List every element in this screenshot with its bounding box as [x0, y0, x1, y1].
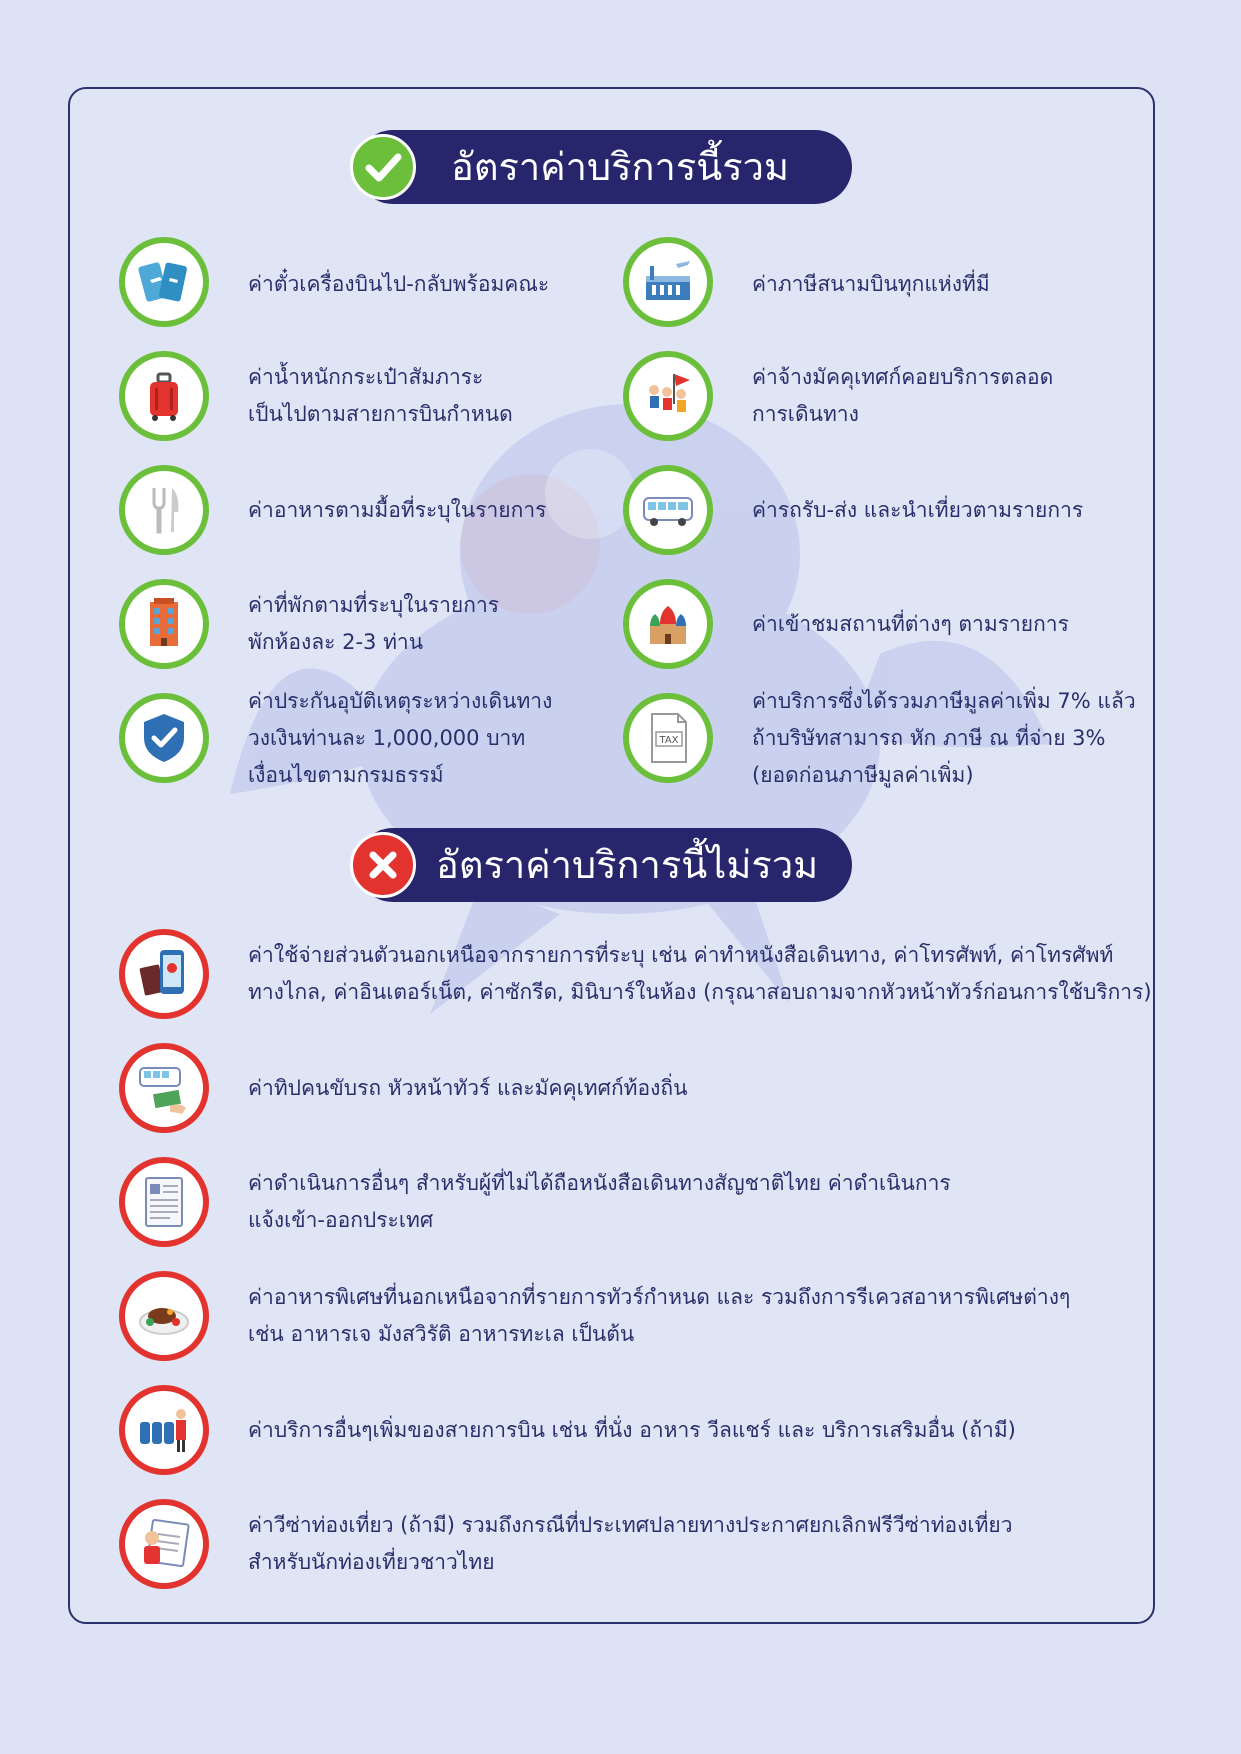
item-line: ค่าอาหารพิเศษที่นอกเหนือจากที่รายการทัวร์กำหนด และ รวมถึงการรีเควสอาหารพิเศษต่างๆ [248, 1285, 1071, 1309]
item-line: เงื่อนไขตามกรมธรรม์ [248, 763, 444, 787]
item-line: ค่าบริการซึ่งได้รวมภาษีมูลค่าเพิ่ม 7% แล้ว [752, 689, 1136, 713]
item-line: ค่าวีซ่าท่องเที่ยว (ถ้ามี) รวมถึงกรณีที่ประเทศปลายทางประกาศยกเลิกฟรีวีซ่าท่องเที่ยว [248, 1513, 1013, 1537]
included-item-text [248, 587, 499, 661]
included-item-text [248, 266, 549, 303]
excluded-item-text [248, 937, 1152, 1011]
passport-phone-icon [119, 929, 209, 1019]
tip-money-icon [119, 1043, 209, 1133]
item-line: ค่าประกันอุบัติเหตุระหว่างเดินทาง [248, 689, 553, 713]
item-line: ค่าใช้จ่ายส่วนตัวนอกเหนือจากรายการที่ระบุ เช่น ค่าทำหนังสือเดินทาง, ค่าโทรศัพท์, ค่าโทรศัพท์ [248, 943, 1114, 967]
item-line: ค่าเข้าชมสถานที่ต่างๆ ตามรายการ [752, 612, 1069, 636]
item-line: ค่าอาหารตามมื้อที่ระบุในรายการ [248, 498, 547, 522]
item-line: ถ้าบริษัทสามารถ หัก ภาษี ณ ที่จ่าย 3% [752, 726, 1106, 750]
included-item-text [248, 683, 552, 794]
included-item-text [752, 606, 1069, 643]
tax-label: TAX [659, 735, 679, 746]
item-line: ค่าทิปคนขับรถ หัวหน้าทัวร์ และมัคคุเทศก์ท้องถิ่น [248, 1076, 688, 1100]
included-item-text [752, 359, 1053, 433]
item-line: ทางไกล, ค่าอินเตอร์เน็ต, ค่าซักรีด, มินิบาร์ในห้อง (กรุณาสอบถามจากหัวหน้าทัวร์ก่อนการใช้บริการ) [248, 980, 1152, 1004]
item-line: ค่าดำเนินการอื่นๆ สำหรับผู้ที่ไม่ได้ถือหนังสือเดินทางสัญชาติไทย ค่าดำเนินการ [248, 1171, 951, 1195]
special-meal-icon [119, 1271, 209, 1361]
item-line: ค่าบริการอื่นๆเพิ่มของสายการบิน เช่น ที่นั่ง อาหาร วีลแชร์ และ บริการเสริมอื่น (ถ้ามี) [248, 1418, 1016, 1442]
bus-icon [623, 465, 713, 555]
excluded-item-text [248, 1165, 951, 1239]
plane-ticket-icon [119, 237, 209, 327]
luggage-icon [119, 351, 209, 441]
included-header [356, 130, 852, 204]
item-line: (ยอดก่อนภาษีมูลค่าเพิ่ม) [752, 763, 974, 787]
excluded-badge [350, 832, 416, 898]
item-line: เป็นไปตามสายการบินกำหนด [248, 402, 513, 426]
included-item-text [248, 359, 513, 433]
excluded-title: อัตราค่าบริการนี้ไม่รวม [436, 843, 819, 887]
fork-knife-icon [119, 465, 209, 555]
airport-icon [623, 237, 713, 327]
hotel-icon [119, 579, 209, 669]
excluded-item-text [248, 1279, 1070, 1353]
cross-icon [353, 835, 413, 895]
visa-icon [119, 1499, 209, 1589]
item-line: ค่าภาษีสนามบินทุกแห่งที่มี [752, 272, 990, 296]
check-icon [353, 137, 413, 197]
included-badge [350, 134, 416, 200]
excluded-item-text [248, 1070, 687, 1107]
included-item-text [752, 683, 1136, 794]
tour-guide-icon [623, 351, 713, 441]
item-line: ค่าจ้างมัคคุเทศก์คอยบริการตลอด [752, 365, 1054, 389]
included-item-text [752, 266, 990, 303]
included-title: อัตราค่าบริการนี้รวม [451, 145, 790, 189]
item-line: ค่ารถรับ-ส่ง และนำเที่ยวตามรายการ [752, 498, 1084, 522]
item-line: ค่าน้ำหนักกระเป๋าสัมภาระ [248, 365, 484, 389]
item-line: วงเงินท่านละ 1,000,000 บาท [248, 726, 526, 750]
item-line: สำหรับนักท่องเที่ยวชาวไทย [248, 1550, 495, 1574]
item-line: ค่าตั๋วเครื่องบินไป-กลับพร้อมคณะ [248, 272, 550, 296]
shield-check-icon [119, 693, 209, 783]
excluded-header [356, 828, 852, 902]
included-item-text [752, 492, 1083, 529]
item-line: การเดินทาง [752, 402, 859, 426]
tax-document-icon [623, 693, 713, 783]
excluded-item-text [248, 1412, 1016, 1449]
item-line: แจ้งเข้า-ออกประเทศ [248, 1208, 434, 1232]
excluded-item-text [248, 1507, 1013, 1581]
landmark-icon [623, 579, 713, 669]
item-line: เช่น อาหารเจ มังสวิรัติ อาหารทะเล เป็นต้น [248, 1322, 635, 1346]
item-line: ค่าที่พักตามที่ระบุในรายการ [248, 593, 500, 617]
document-form-icon [119, 1157, 209, 1247]
included-item-text [248, 492, 546, 529]
item-line: พักห้องละ 2-3 ท่าน [248, 630, 424, 654]
airline-seat-icon [119, 1385, 209, 1475]
